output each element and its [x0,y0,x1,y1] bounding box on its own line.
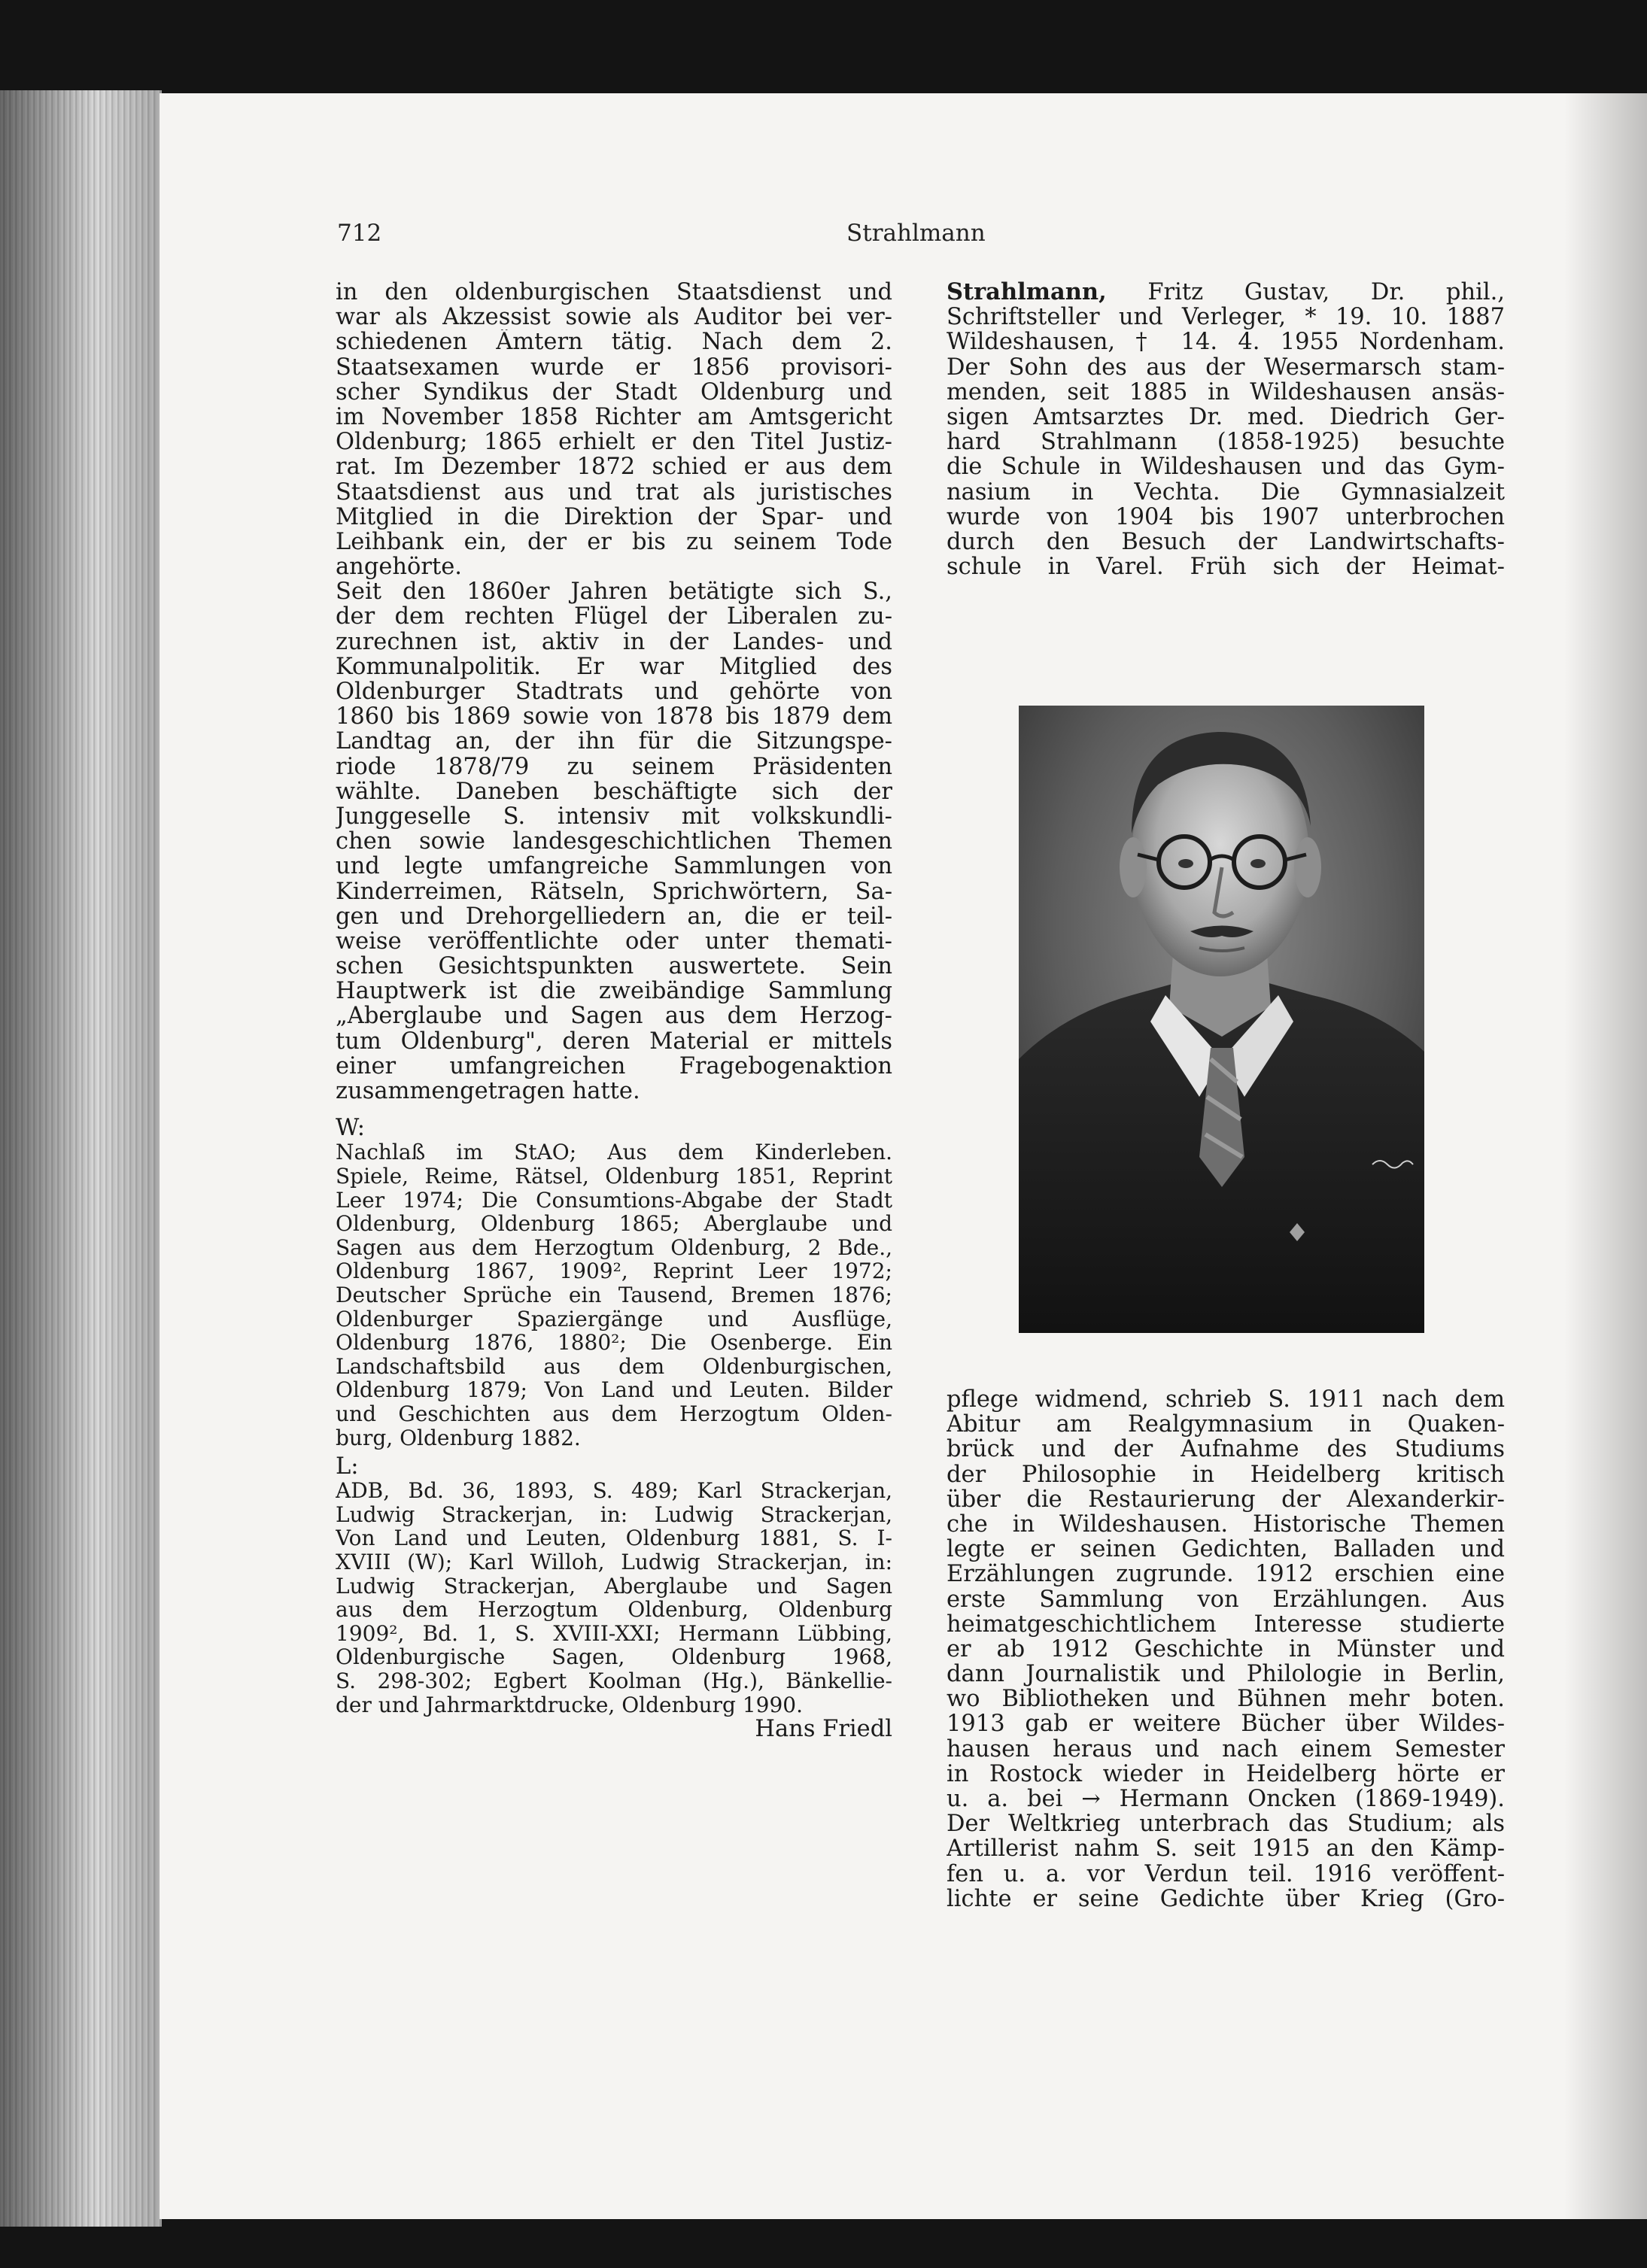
text-line: Hauptwerk ist die zweibändige Sammlung [336,979,892,1004]
text-line: und Geschichten aus dem Herzogtum Olden- [336,1401,892,1426]
text-line: brück und der Aufnahme des Studiums [947,1437,1505,1462]
text-line: menden, seit 1885 in Wildeshausen ansäs- [947,379,1505,405]
right-bottom-text [947,1387,1505,1911]
text-line: Schriftsteller und Verleger, * 19. 10. 1887 [947,305,1505,330]
text-line: Staatsexamen wurde er 1856 provisori- [336,354,892,380]
works-list [336,1140,892,1450]
text-line: Ludwig Strackerjan, Aberglaube und Sagen [336,1574,892,1599]
text-line: Oldenburger Spaziergänge und Ausflüge, [336,1307,892,1331]
text-line: Ludwig Strackerjan, in: Ludwig Strackerjan, [336,1502,892,1527]
text-line: gen und Drehorgelliedern an, die er teil- [336,903,892,929]
running-title: Strahlmann [846,220,986,247]
text-line: che in Wildeshausen. Historische Themen [947,1511,1505,1538]
entry-name: Strahlmann, [947,280,1107,305]
text-line: die Schule in Wildeshausen und das Gym- [947,454,1505,480]
text-line: Von Land und Leuten, Oldenburg 1881, S. I- [336,1526,892,1551]
text-line: Oldenburger Stadtrats und gehörte von [336,679,892,705]
text-line: burg, Oldenburg 1882. [336,1425,581,1450]
text-line: legte er seinen Gedichten, Balladen und [947,1537,1505,1562]
text-line: Oldenburg 1876, 1880²; Die Osenberge. Ein [336,1331,892,1355]
text-line: Kommunalpolitik. Er war Mitglied des [336,654,892,679]
text-line: 1909², Bd. 1, S. XVIII-XXI; Hermann Lübbing, [336,1621,892,1646]
text-line: und legte umfangreiche Sammlungen von [336,854,892,879]
text-line: XVIII (W); Karl Willoh, Ludwig Strackerjan, in: [336,1550,892,1574]
page-number: 712 [337,220,382,247]
text-line: Spiele, Reime, Rätsel, Oldenburg 1851, Reprint [336,1164,892,1189]
text-line: scher Syndikus der Stadt Oldenburg und [336,379,892,405]
text-line: Sagen aus dem Herzogtum Oldenburg, 2 Bde., [336,1235,892,1260]
text-line: tum Oldenburg", deren Material er mittels [336,1028,892,1054]
text-line: zurechnen ist, aktiv in der Landes- und [336,629,892,654]
text-line: im November 1858 Richter am Amtsgericht [336,404,892,430]
text-line: Leihbank ein, der er bis zu seinem Tode [336,529,892,555]
text-line: Erzählungen zugrunde. 1912 erschien eine [947,1562,1505,1587]
text-line: Artillerist nahm S. seit 1915 an den Kämp- [947,1836,1505,1862]
text-line: wurde von 1904 bis 1907 unterbrochen [947,504,1505,530]
text-line: angehörte. [336,554,462,580]
text-line: heimatgeschichtlichem Interesse studierte [947,1611,1505,1637]
text-line: Abitur am Realgymnasium in Quaken- [947,1412,1505,1438]
text-line: Staatsdienst aus und trat als juristisches [336,479,892,505]
text-line: schen Gesichtspunkten auswertete. Sein [336,954,892,979]
text-line: der dem rechten Flügel der Liberalen zu- [336,604,892,630]
text-line: Kinderreimen, Rätseln, Sprichwörtern, Sa- [336,879,892,904]
text-line: Deutscher Sprüche ein Tausend, Bremen 1876; [336,1283,892,1307]
works-label: W: [336,1116,365,1141]
article-author: Hans Friedl [755,1717,892,1742]
text-line: Oldenburg, Oldenburg 1865; Aberglaube und [336,1212,892,1236]
text-line: einer umfangreichen Fragebogenaktion [336,1053,892,1079]
gutter-shadow [1564,93,1647,2219]
text-line: rat. Im Dezember 1872 schied er aus dem [336,454,892,480]
text-line: wo Bibliotheken und Bühnen mehr boten. [947,1687,1505,1712]
text-line: war als Akzessist sowie als Auditor bei ver- [336,305,892,330]
text-line: dann Journalistik und Philologie in Berlin, [947,1662,1505,1687]
text-line: über die Restaurierung der Alexanderkir- [947,1486,1505,1512]
text-line: sigen Amtsarztes Dr. med. Diedrich Ger- [947,404,1505,430]
text-line: Mitglied in die Direktion der Spar- und [336,504,892,530]
right-top-text [947,305,1505,579]
text-line: schiedenen Ämtern tätig. Nach dem 2. [336,329,892,355]
text-line: u. a. bei → Hermann Oncken (1869-1949). [947,1787,1505,1812]
text-line: erste Sammlung von Erzählungen. Aus [947,1586,1505,1612]
text-line: der und Jahrmarktdrucke, Oldenburg 1990. [336,1693,803,1717]
text-line: „Aberglaube und Sagen aus dem Herzog- [336,1003,892,1029]
text-line: chen sowie landesgeschichtlichen Themen [336,829,892,855]
text-line: Oldenburg; 1865 erhielt er den Titel Justiz- [336,430,892,455]
text-line: S. 298-302; Egbert Koolman (Hg.), Bänkellie- [336,1669,892,1693]
text-line: Oldenburg 1879; Von Land und Leuten. Bilder [336,1378,892,1402]
text-line: Oldenburgische Sagen, Oldenburg 1968, [336,1645,892,1670]
left-body-text [336,280,892,1104]
text-line: Leer 1974; Die Consumtions-Abgabe der Stadt [336,1188,892,1213]
text-line: lichte er seine Gedichte über Krieg (Gro- [947,1886,1505,1911]
text-line: pflege widmend, schrieb S. 1911 nach dem [947,1387,1505,1413]
text-line: weise veröffentlichte oder unter themati- [336,928,892,955]
text-line: Der Sohn des aus der Wesermarsch stam- [947,354,1505,380]
text-line: riode 1878/79 zu seinem Präsidenten [336,754,892,779]
text-line: Landtag an, der ihn für die Sitzungspe- [336,729,892,754]
text-line: zusammengetragen hatte. [336,1079,640,1104]
text-line: der Philosophie in Heidelberg kritisch [947,1462,1505,1487]
text-line: Seit den 1860er Jahren betätigte sich S., [336,579,892,605]
portrait-photo [1019,706,1424,1333]
text-line: hard Strahlmann (1858-1925) besuchte [947,430,1505,455]
text-line: 1860 bis 1869 sowie von 1878 bis 1879 dem [336,704,892,730]
literature-list [336,1479,892,1717]
text-line: Der Weltkrieg unterbrach das Studium; als [947,1811,1505,1837]
text-line: wählte. Daneben beschäftigte sich der [336,779,892,804]
entry-heading-rest: Fritz Gustav, Dr. phil., [1147,280,1505,305]
text-line: Wildeshausen, † 14. 4. 1955 Nordenham. [947,329,1505,355]
text-line: ADB, Bd. 36, 1893, S. 489; Karl Strackerjan, [336,1479,892,1503]
text-line: Landschaftsbild aus dem Oldenburgischen, [336,1354,892,1379]
text-line: Nachlaß im StAO; Aus dem Kinderleben. [336,1140,892,1164]
page-edges-shadow [0,90,162,2227]
literature-label: L: [336,1454,359,1480]
text-line: hausen heraus und nach einem Semester [947,1736,1505,1762]
text-line: Oldenburg 1867, 1909², Reprint Leer 1972; [336,1259,892,1283]
left-column [336,280,892,1741]
entry-heading-line [947,280,1505,305]
text-line: fen u. a. vor Verdun teil. 1916 veröffent- [947,1861,1505,1887]
text-line: 1913 gab er weitere Bücher über Wildes- [947,1711,1505,1737]
text-line: in Rostock wieder in Heidelberg hörte er [947,1761,1505,1787]
text-line: schule in Varel. Früh sich der Heimat- [947,554,1505,580]
right-column [947,280,1505,579]
text-line: durch den Besuch der Landwirtschafts- [947,529,1505,555]
text-line: Junggeselle S. intensiv mit volkskundli- [336,803,892,830]
text-line: in den oldenburgischen Staatsdienst und [336,280,892,305]
text-line: er ab 1912 Geschichte in Münster und [947,1636,1505,1662]
text-line: nasium in Vechta. Die Gymnasialzeit [947,479,1505,505]
text-line: aus dem Herzogtum Oldenburg, Oldenburg [336,1598,892,1622]
